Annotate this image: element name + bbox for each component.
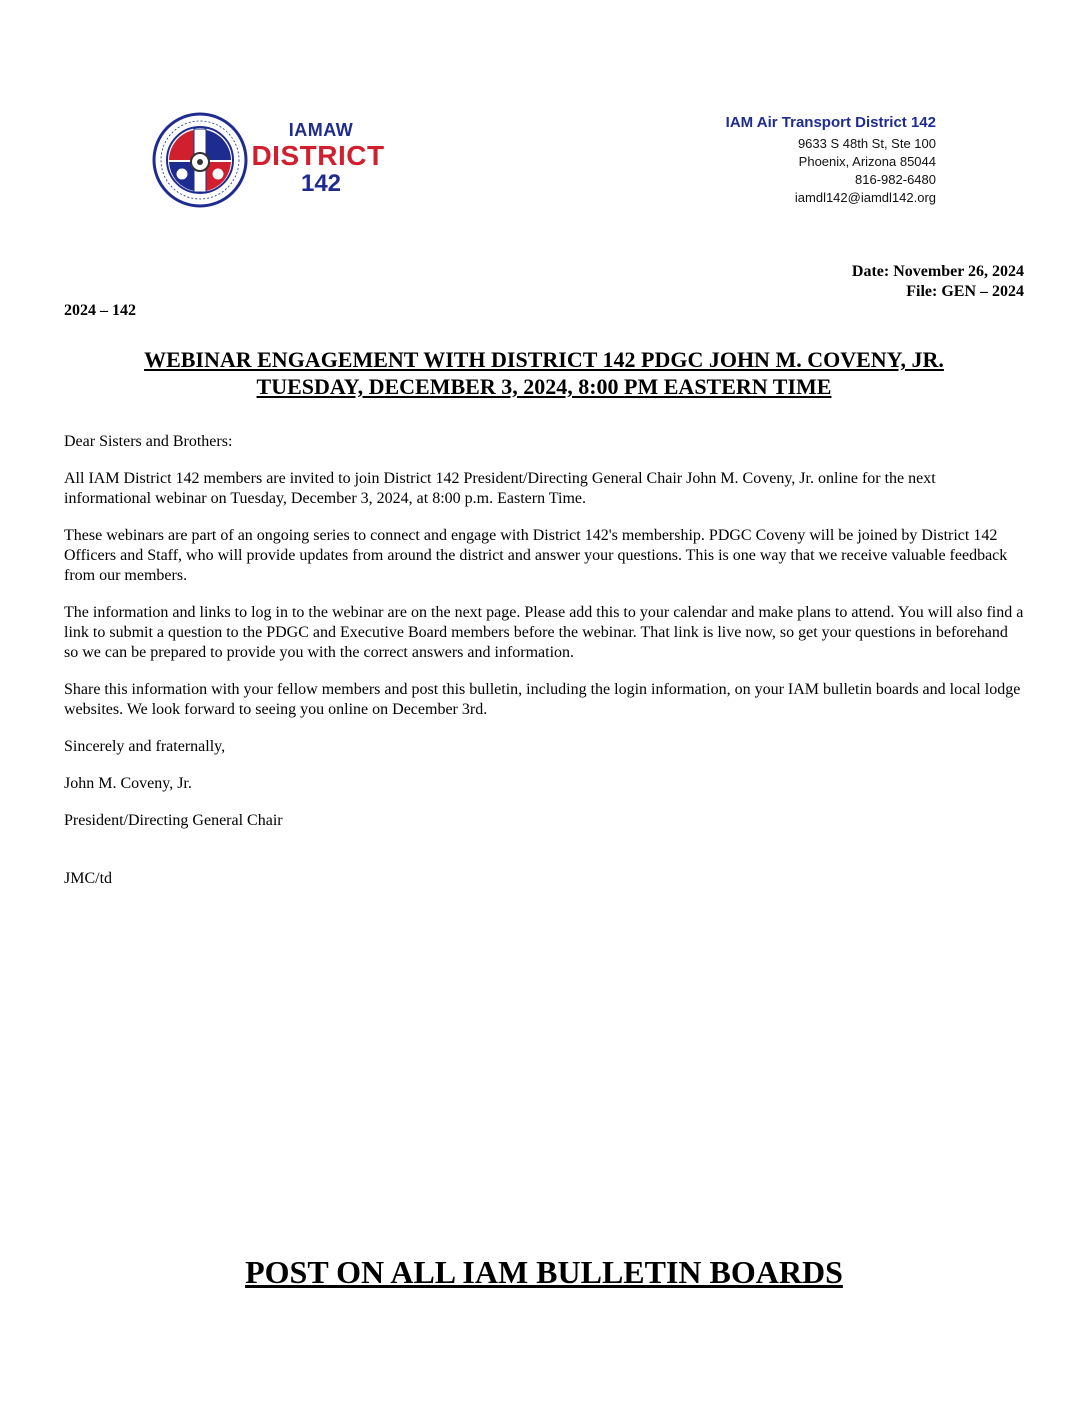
email-address: iamdl142@iamdl142.org: [794, 190, 936, 205]
bulletin-title: [64, 346, 1024, 400]
organization-name: IAM Air Transport District 142: [725, 114, 936, 131]
iam-seal-icon: [152, 112, 248, 208]
bulletin-reference-number: 2024 – 142: [64, 302, 136, 319]
salutation: Dear Sisters and Brothers:: [64, 433, 233, 450]
post-notice-footer: POST ON ALL IAM BULLETIN BOARDS: [245, 1254, 843, 1290]
paragraph-series: These webinars are part of an ongoing series to connect and engage with District 142's membership. PDGC Coveny will be joined by District 142 Officers and Staff, who will provide updates from around the district and answer your questions. This is one way that we receive valuable feedback from our members.: [64, 527, 1008, 584]
phone-number: 816-982-6480: [855, 172, 936, 187]
paragraph-share: Share this information with your fellow members and post this bulletin, including the login information, on your IAM bulletin boards and local lodge websites. We look forward to seeing you online on December 3rd.: [64, 681, 1021, 718]
iamaw-district-142-logo: [152, 112, 392, 212]
closing: Sincerely and fraternally,: [64, 738, 226, 755]
paragraph-login-info: The information and links to log in to the webinar are on the next page. Please add this to your calendar and make plans to attend. You will also find a link to submit a question to the PDGC and Executive Board members before the webinar. That link is live now, so get your questions in beforehand so we can be prepared to provide you with the correct answers and information.: [64, 604, 1024, 661]
document-meta: [852, 262, 1024, 302]
logo-wordmark-district: DISTRICT: [251, 140, 385, 171]
logo-wordmark-iamaw: IAMAW: [288, 120, 354, 140]
logo-wordmark-number: 142: [300, 170, 342, 197]
typist-initials: JMC/td: [64, 870, 113, 887]
title-line-1: WEBINAR ENGAGEMENT WITH DISTRICT 142 PDGC JOHN M. COVENY, JR.: [144, 347, 944, 372]
address-line-1: 9633 S 48th St, Ste 100: [797, 136, 936, 151]
signer-name: John M. Coveny, Jr.: [64, 775, 192, 792]
paragraph-invitation: All IAM District 142 members are invited to join District 142 President/Directing General Chair John M. Coveny, Jr. online for the next informational webinar on Tuesday, December 3, 2024, at 8:00 p.m. Eastern Time.: [64, 470, 936, 507]
title-line-2: TUESDAY, DECEMBER 3, 2024, 8:00 PM EASTERN TIME: [256, 374, 832, 399]
document-file: File: GEN – 2024: [906, 283, 1024, 300]
signer-title: President/Directing General Chair: [64, 812, 283, 829]
address-line-2: Phoenix, Arizona 85044: [798, 154, 936, 169]
letterhead-contact-block: [726, 114, 936, 207]
document-date: Date: November 26, 2024: [851, 263, 1024, 280]
letter-body: [64, 432, 1026, 906]
